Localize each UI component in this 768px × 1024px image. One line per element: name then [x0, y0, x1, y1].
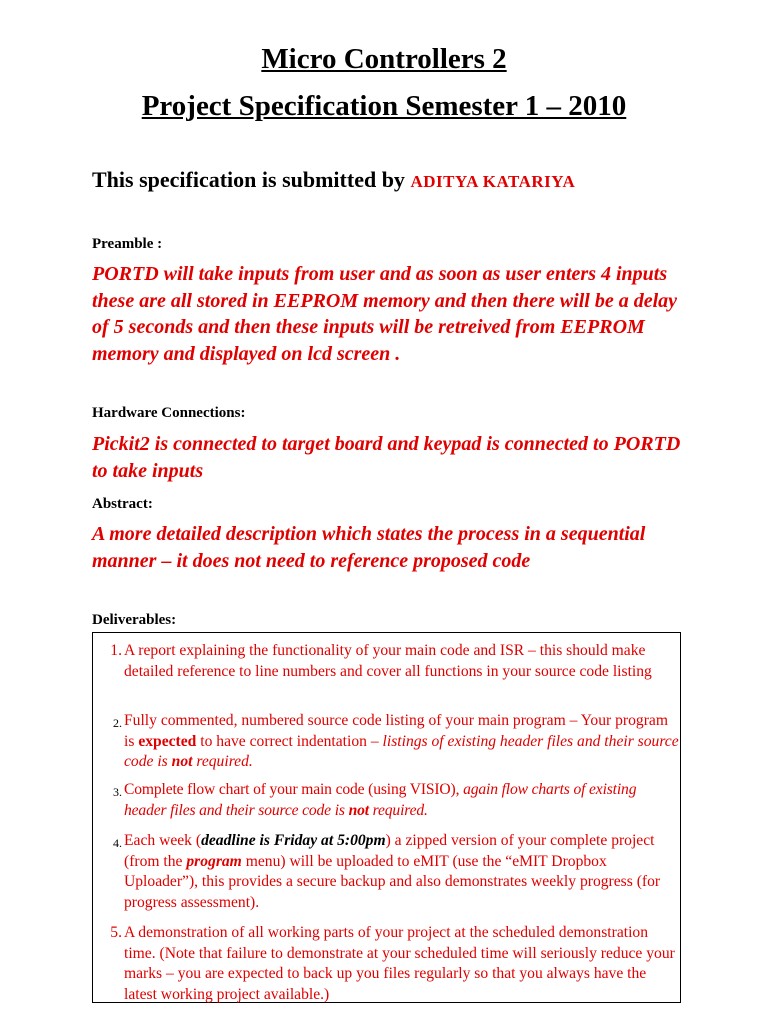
submitted-by-prefix: This specification is submitted by	[92, 167, 411, 192]
item-number: 3.	[113, 785, 122, 799]
item-text-part: menu) will be uploaded to eMIT (use the “eMIT Dropbox Uploader”), this provides a secure backup and also demonstrates weekly progress (for progress assessment).	[124, 852, 661, 911]
item-text	[124, 711, 679, 773]
item-text: A demonstration of all working parts of your project at the scheduled demonstration time. (Note that failure to demonstrate at your scheduled time will seriously reduce your marks – you are expected to back up you files regularly so that you always have the latest working project available.)	[124, 924, 675, 1003]
item-text-part: to have correct indentation –	[196, 732, 383, 750]
abstract-heading: Abstract:	[92, 496, 153, 512]
item-text-part: Fully commented, numbered source code listing of your main program – Your program is	[124, 712, 668, 750]
emphasis-not: not	[171, 753, 193, 770]
emphasis-program: program	[186, 852, 242, 870]
item-text-part: Each week (	[124, 832, 202, 849]
item-text: A report explaining the functionality of your main code and ISR – this should make detailed reference to line numbers and cover all functions in your source code listing	[124, 642, 652, 680]
page-title: Micro Controllers 2	[261, 43, 507, 75]
emphasis-deadline: deadline is Friday at 5:00pm	[201, 832, 386, 849]
deliverables-box	[92, 632, 681, 1003]
preamble-text: PORTD will take inputs from user and as soon as user enters 4 inputs these are all stored in EEPROM memory and then there will be a delay of 5 seconds and then these inputs will be retreived from EEPROM memory and displayed on lcd screen .	[92, 263, 677, 365]
item-text	[124, 780, 679, 821]
item-text-italic: required.	[192, 753, 253, 770]
item-text-part: Complete flow chart of your main code (using VISIO),	[124, 781, 464, 798]
item-text-italic: listings of existing header files and their source code is	[124, 732, 679, 770]
hardware-connections-text: Pickit2 is connected to target board and keypad is connected to PORTD to take inputs	[92, 433, 681, 482]
page-subtitle: Project Specification Semester 1 – 2010	[141, 90, 627, 122]
deliverables-heading: Deliverables:	[92, 612, 177, 628]
item-number: 5.	[110, 924, 122, 941]
student-name: ADITYA KATARIYA	[410, 172, 576, 191]
emphasis-expected: expected	[138, 732, 197, 750]
preamble-heading: Preamble :	[92, 236, 163, 252]
item-number: 4.	[113, 836, 122, 850]
submitted-by-line	[92, 166, 575, 196]
item-number: 1.	[110, 642, 122, 659]
item-text-italic: again flow charts of existing header files and their source code is	[124, 781, 637, 819]
item-text	[124, 831, 679, 913]
item-text-part: ) a zipped version of your complete project (from the	[124, 832, 655, 870]
abstract-text: A more detailed description which states the process in a sequential manner – it does not need to reference proposed code	[92, 523, 646, 572]
item-number: 2.	[113, 716, 122, 730]
item-text-italic: required.	[368, 801, 428, 819]
hardware-connections-heading: Hardware Connections:	[92, 405, 246, 421]
emphasis-not: not	[348, 801, 369, 819]
